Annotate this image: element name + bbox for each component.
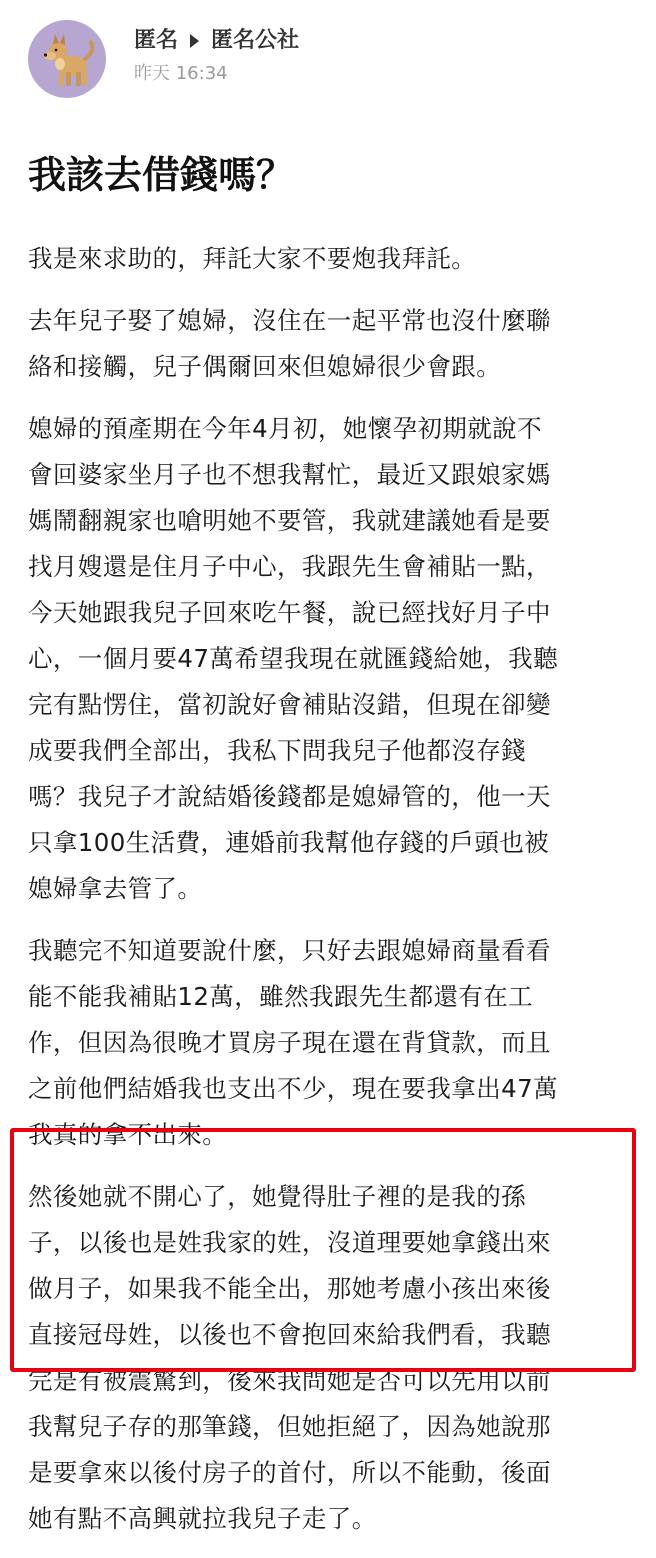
paragraph-line: 直接冠母姓，以後也不會抱回來給我們看，我聽 (28, 1320, 551, 1349)
post-title: 我該去借錢嗎？ (28, 153, 295, 197)
post-paragraph (28, 406, 634, 912)
paragraph-line: 完是有被震驚到，後來我問她是否可以先用以前 (28, 1366, 551, 1395)
paragraph-line: 會回婆家坐月子也不想我幫忙，最近又跟娘家媽 (28, 460, 551, 489)
post-header (28, 20, 628, 100)
dog-icon (28, 20, 106, 98)
paragraph-line: 作，但因為很晚才買房子現在還在背貸款，而且 (28, 1028, 551, 1057)
paragraph-line: 之前他們結婚我也支出不少，現在要我拿出47萬 (28, 1074, 558, 1103)
paragraph-line: 完有點愣住，當初說好會補貼沒錯，但現在卻變 (28, 690, 551, 719)
post-body (28, 236, 634, 1558)
paragraph-line: 去年兒子娶了媳婦，沒住在一起平常也沒什麼聯 (28, 306, 551, 335)
paragraph-line: 成要我們全部出，我私下問我兒子他都沒存錢 (28, 736, 526, 765)
post-paragraph (28, 1174, 634, 1542)
post-paragraph (28, 236, 634, 282)
paragraph-line: 媳婦拿去管了。 (28, 874, 203, 903)
author-board-line (134, 26, 299, 56)
caret-right-icon (190, 34, 199, 48)
paragraph-line: 是要拿來以後付房子的首付，所以不能動，後面 (28, 1458, 551, 1487)
paragraph-line: 然後她就不開心了，她覺得肚子裡的是我的孫 (28, 1182, 526, 1211)
paragraph-line: 我幫兒子存的那筆錢，但她拒絕了，因為她說那 (28, 1412, 551, 1441)
paragraph-line: 只拿100生活費，連婚前我幫他存錢的戶頭也被 (28, 828, 550, 857)
paragraph-line: 心，一個月要47萬希望我現在就匯錢給她，我聽 (28, 644, 558, 673)
paragraph-line: 我聽完不知道要說什麼，只好去跟媳婦商量看看 (28, 936, 551, 965)
post-paragraph (28, 298, 634, 390)
paragraph-line: 能不能我補貼12萬，雖然我跟先生都還有在工 (28, 982, 534, 1011)
author-name[interactable]: 匿名 (134, 28, 179, 53)
avatar[interactable] (28, 20, 106, 98)
paragraph-line: 我是來求助的，拜託大家不要炮我拜託。 (28, 244, 477, 273)
paragraph-line: 找月嫂還是住月子中心，我跟先生會補貼一點， (28, 552, 551, 581)
paragraph-line: 子，以後也是姓我家的姓，沒道理要她拿錢出來 (28, 1228, 551, 1257)
paragraph-line: 媽鬧翻親家也嗆明她不要管，我就建議她看是要 (28, 506, 551, 535)
paragraph-line: 絡和接觸，兒子偶爾回來但媳婦很少會跟。 (28, 352, 502, 381)
paragraph-line: 嗎？我兒子才說結婚後錢都是媳婦管的，他一天 (28, 782, 551, 811)
post-paragraph (28, 928, 634, 1158)
post-meta (134, 26, 299, 86)
post-time: 昨天 16:34 (134, 63, 228, 84)
board-name[interactable]: 匿名公社 (211, 28, 300, 53)
paragraph-line: 做月子，如果我不能全出，那她考慮小孩出來後 (28, 1274, 551, 1303)
paragraph-line: 媳婦的預產期在今年4月初，她懷孕初期就說不 (28, 414, 542, 443)
paragraph-line: 我真的拿不出來。 (28, 1120, 228, 1149)
paragraph-line: 她有點不高興就拉我兒子走了。 (28, 1504, 377, 1533)
paragraph-line: 今天她跟我兒子回來吃午餐，說已經找好月子中 (28, 598, 551, 627)
